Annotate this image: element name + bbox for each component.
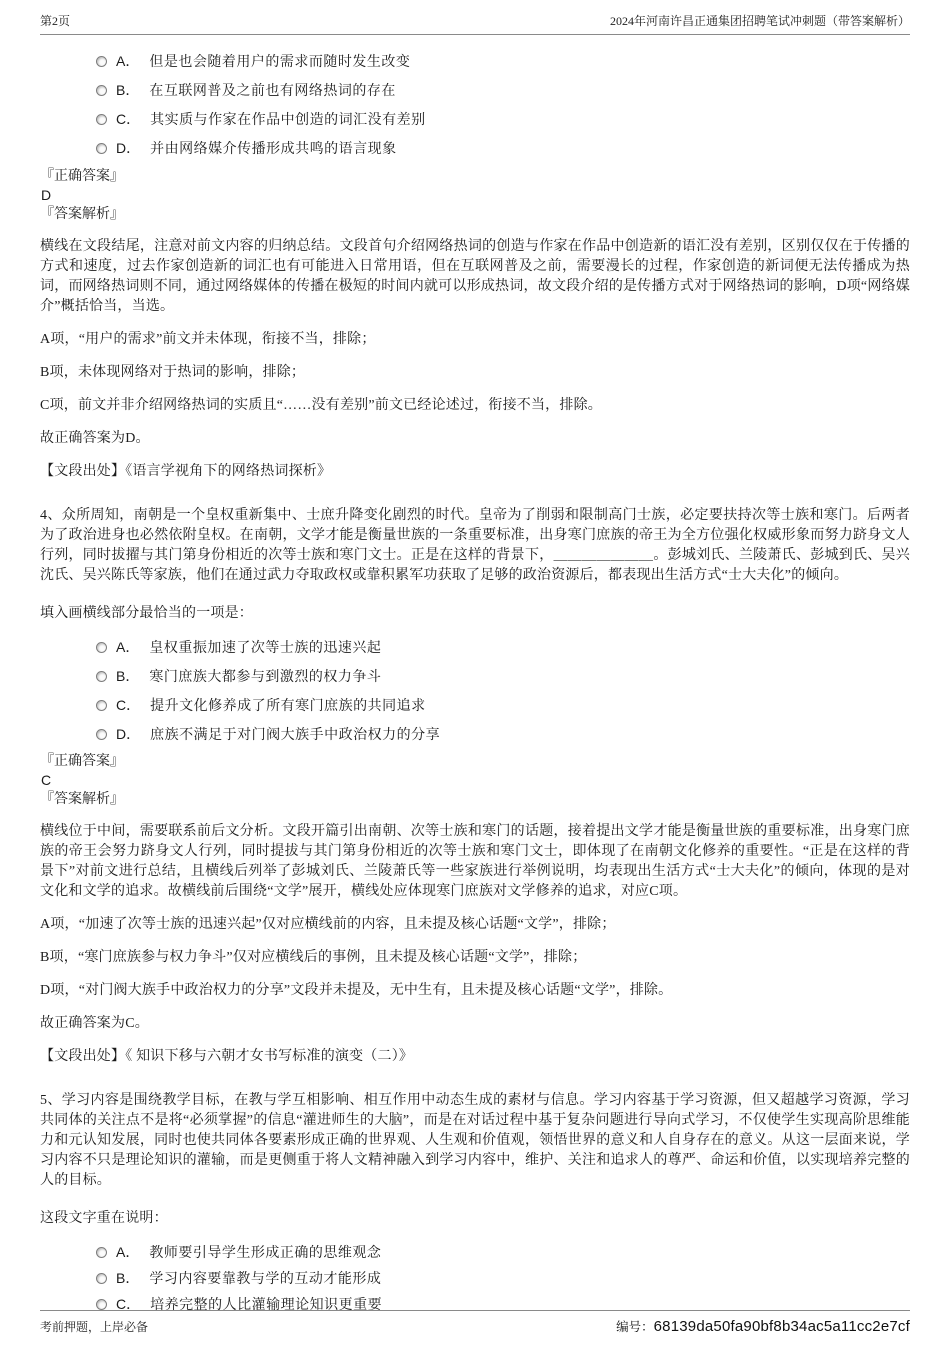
option-text: 寒门庶族大都参与到激烈的权力争斗 — [149, 670, 382, 685]
q3-options — [96, 51, 910, 158]
correct-answer-value: D — [41, 187, 52, 203]
q5-stem: 5、学习内容是围绕教学目标，在教与学互相影响、相互作用中动态生成的素材与信息。学习内容基于学习资源，但又超越学习资源，学习共同体的关注点不是将“必须掌握”的信息“灌进师生的大脑”，而是在对话过程中基于复杂问题进行导向式学习，不仅使学生实现高阶思维能力和元认知发展，同时也使共同体各要素形成正确的世界观、人生观和价值观，领悟世界的意义和人自身存在的意义。从这一层面来说，学习内容不只是理论知识的灌输，而是更侧重于将人文精神融入到学习内容中，维护、关注和追求人的尊严、命运和价值，以实现培养完整的人的目标。 — [40, 1093, 910, 1188]
option-letter: D． — [116, 140, 141, 156]
option-radio[interactable] — [96, 1299, 107, 1310]
correct-answer-value: C — [41, 772, 52, 788]
option-text: 但是也会随着用户的需求而随时发生改变 — [149, 55, 411, 70]
document-title: 2024年河南许昌正通集团招聘笔试冲刺题（带答案解析） — [609, 14, 910, 28]
q3-answer-block — [40, 167, 910, 224]
q5-options — [96, 1242, 910, 1314]
q4-answer-block — [40, 752, 910, 809]
q4-analysis-conclusion: 故正确答案为C。 — [40, 1016, 149, 1031]
q4-prompt: 填入画横线部分最恰当的一项是： — [40, 606, 253, 621]
option-radio[interactable] — [96, 671, 107, 682]
option-row — [96, 80, 910, 100]
q3-analysis-option-a: A项，“用户的需求”前文并未体现，衔接不当，排除； — [40, 332, 376, 347]
option-text: 其实质与作家在作品中创造的词汇没有差别 — [150, 113, 426, 128]
serial-value: 68139da50fa90bf8b34ac5a11cc2e7cf — [653, 1318, 910, 1335]
option-text: 培养完整的人比灌输理论知识更重要 — [150, 1298, 383, 1313]
option-radio[interactable] — [96, 700, 107, 711]
correct-answer-label: 『正确答案』 — [40, 754, 124, 769]
option-radio[interactable] — [96, 143, 107, 154]
q3-source: 【文段出处】《语言学视角下的网络热词探析》 — [40, 464, 332, 479]
option-radio[interactable] — [96, 729, 107, 740]
option-letter: B． — [116, 1270, 140, 1286]
option-row — [96, 1242, 910, 1262]
option-row — [96, 138, 910, 158]
option-radio[interactable] — [96, 56, 107, 67]
option-letter: A． — [116, 1244, 140, 1260]
option-letter: D． — [116, 726, 141, 742]
q3-analysis-option-b: B项，未体现网络对于热词的影响，排除； — [40, 365, 306, 380]
option-row — [96, 1268, 910, 1288]
option-letter: B． — [116, 82, 140, 98]
serial-label: 编号： — [616, 1320, 654, 1334]
option-row — [96, 695, 910, 715]
q4-options — [96, 637, 910, 744]
option-text: 在互联网普及之前也有网络热词的存在 — [149, 84, 396, 99]
q3-analysis-paragraph: 横线在文段结尾，注意对前文内容的归纳总结。文段首句介绍网络热词的创造与作家在作品中创造新的语汇没有差别，区别仅仅在于传播的方式和速度，过去作家创造新的词汇也有可能进入日常用语，但在互联网普及之前，需要漫长的过程，作家创造的新词便无法传播成为热词，而网络热词则不同，通过网络媒体的传播在极短的时间内就可以形成热词，故文段介绍的是传播方式对于网络热词的影响，D项“网络媒介”概括恰当，当选。 — [40, 239, 910, 314]
q4-analysis-option-a: A项，“加速了次等士族的迅速兴起”仅对应横线前的内容，且未提及核心话题“文学”，排除； — [40, 917, 616, 932]
q3-analysis-conclusion: 故正确答案为D。 — [40, 431, 150, 446]
option-letter: A． — [116, 639, 140, 655]
option-letter: C． — [116, 111, 141, 127]
footer-serial — [616, 1317, 910, 1335]
page-header — [40, 12, 910, 35]
page-number: 第2页 — [40, 14, 71, 28]
option-row — [96, 109, 910, 129]
q4-source: 【文段出处】《 知识下移与六朝才女书写标准的演变（二）》 — [40, 1049, 414, 1064]
option-text: 学习内容要靠教与学的互动才能形成 — [149, 1272, 382, 1287]
q4-stem: 4、众所周知，南朝是一个皇权重新集中、士庶升降变化剧烈的时代。皇帝为了削弱和限制高门士族，必定要扶持次等士族和寒门。后两者为了政治进身也必然依附皇权。在南朝，文学才能是衡量世族的一条重要标准，出身寒门庶族的帝王为全方位强化权威形象而努力跻身文人行列，同时拔擢与其门第身份相近的次等士族和寒门文士。正是在这样的背景下，＿＿＿＿＿＿＿。彭城刘氏、兰陵萧氏、彭城到氏、吴兴沈氏、吴兴陈氏等家族，他们在通过武力夺取政权或靠积累军功获取了足够的政治资源后，都表现出生活方式“士大夫化”的倾向。 — [40, 508, 910, 583]
option-text: 教师要引导学生形成正确的思维观念 — [149, 1246, 382, 1261]
option-letter: A． — [116, 53, 140, 69]
option-text: 庶族不满足于对门阀大族手中政治权力的分享 — [150, 728, 441, 743]
footer-slogan: 考前押题，上岸必备 — [40, 1320, 149, 1334]
option-radio[interactable] — [96, 1273, 107, 1284]
q4-analysis-option-b: B项，“寒门庶族参与权力争斗”仅对应横线后的事例，且未提及核心话题“文学”，排除； — [40, 950, 587, 965]
option-radio[interactable] — [96, 642, 107, 653]
option-text: 并由网络媒介传播形成共鸣的语言现象 — [150, 142, 397, 157]
option-row — [96, 724, 910, 744]
q4-analysis-option-d: D项，“对门阀大族手中政治权力的分享”文段并未提及，无中生有，且未提及核心话题“文学”，排除。 — [40, 983, 673, 998]
option-row — [96, 51, 910, 71]
page-footer — [40, 1310, 910, 1335]
option-row — [96, 637, 910, 657]
q5-prompt: 这段文字重在说明： — [40, 1211, 168, 1226]
option-letter: B． — [116, 668, 140, 684]
analysis-label: 『答案解析』 — [40, 207, 124, 222]
analysis-label: 『答案解析』 — [40, 792, 124, 807]
option-radio[interactable] — [96, 114, 107, 125]
q3-analysis-option-c: C项，前文并非介绍网络热词的实质且“……没有差别”前文已经论述过，衔接不当，排除。 — [40, 398, 602, 413]
option-text: 提升文化修养成了所有寒门庶族的共同追求 — [150, 699, 426, 714]
page-content — [40, 35, 910, 1314]
option-row — [96, 666, 910, 686]
option-radio[interactable] — [96, 1247, 107, 1258]
correct-answer-label: 『正确答案』 — [40, 169, 124, 184]
option-radio[interactable] — [96, 85, 107, 96]
option-letter: C． — [116, 1296, 141, 1312]
option-text: 皇权重振加速了次等士族的迅速兴起 — [149, 641, 382, 656]
q4-analysis-paragraph: 横线位于中间，需要联系前后文分析。文段开篇引出南朝、次等士族和寒门的话题，接着提出文学才能是衡量世族的重要标准，出身寒门庶族的帝王会努力跻身文人行列，同时提拔与其门第身份相近的次等士族和寒门文士，即体现了在南朝文化修养的重要性。“正是在这样的背景下”对前文进行总结，且横线后列举了彭城刘氏、兰陵萧氏等一些家族进行举例说明，均表现出生活方式“士大夫化”的倾向，体现的是对文化和文学的追求。故横线前后围绕“文学”展开，横线处应体现寒门庶族对文学修养的追求，对应C项。 — [40, 824, 910, 899]
option-letter: C． — [116, 697, 141, 713]
